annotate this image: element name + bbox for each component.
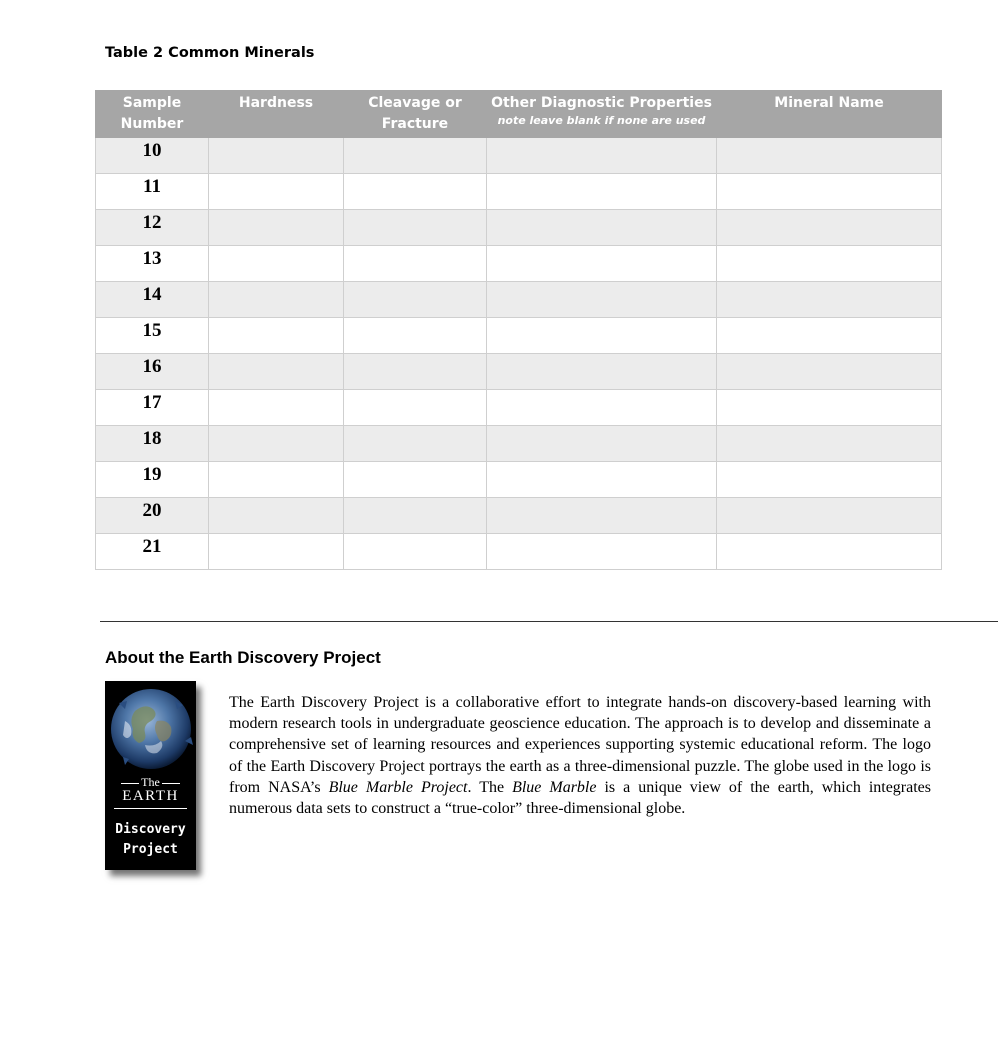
- column-header: [96, 91, 209, 138]
- cleavage-cell[interactable]: [344, 498, 487, 534]
- paragraph-text: is a unique view of the earth, which integrates numerous data sets to construct a “true-color” three-dimensional globe.: [229, 778, 932, 818]
- column-header-label: Other Diagnostic Properties: [491, 95, 712, 111]
- other-cell[interactable]: [487, 534, 717, 570]
- hardness-cell[interactable]: [209, 282, 344, 318]
- sample-number-cell: 17: [96, 390, 209, 426]
- table-row: [96, 462, 942, 498]
- cleavage-cell[interactable]: [344, 426, 487, 462]
- table-title: Table 2 Common Minerals: [105, 45, 315, 61]
- hardness-cell[interactable]: [209, 426, 344, 462]
- mineral-cell[interactable]: [717, 138, 942, 174]
- logo-project-text: Project: [123, 842, 178, 857]
- other-cell[interactable]: [487, 174, 717, 210]
- mineral-cell[interactable]: [717, 462, 942, 498]
- hardness-cell[interactable]: [209, 498, 344, 534]
- cleavage-cell[interactable]: [344, 318, 487, 354]
- cleavage-cell[interactable]: [344, 390, 487, 426]
- column-header-note: note leave blank if none are used: [497, 114, 706, 127]
- other-cell[interactable]: [487, 498, 717, 534]
- hardness-cell[interactable]: [209, 210, 344, 246]
- other-cell[interactable]: [487, 354, 717, 390]
- other-cell[interactable]: [487, 246, 717, 282]
- table-row: [96, 318, 942, 354]
- other-cell[interactable]: [487, 210, 717, 246]
- other-cell[interactable]: [487, 390, 717, 426]
- cleavage-cell[interactable]: [344, 534, 487, 570]
- hardness-cell[interactable]: [209, 174, 344, 210]
- sample-number-cell: 20: [96, 498, 209, 534]
- logo-discovery-text: Discovery: [115, 822, 186, 837]
- cleavage-cell[interactable]: [344, 210, 487, 246]
- table-body: [96, 138, 942, 570]
- table-row: [96, 498, 942, 534]
- cleavage-cell[interactable]: [344, 282, 487, 318]
- mineral-cell[interactable]: [717, 390, 942, 426]
- column-header: [717, 91, 942, 138]
- cleavage-cell[interactable]: [344, 174, 487, 210]
- cleavage-cell[interactable]: [344, 354, 487, 390]
- cleavage-cell[interactable]: [344, 138, 487, 174]
- italic-title-text: Blue Marble: [512, 778, 597, 796]
- hardness-cell[interactable]: [209, 462, 344, 498]
- mineral-cell[interactable]: [717, 534, 942, 570]
- table-row: [96, 138, 942, 174]
- globe-icon: [105, 681, 196, 773]
- column-header-label: Cleavage or Fracture: [368, 95, 462, 132]
- table-row: [96, 354, 942, 390]
- cleavage-cell[interactable]: [344, 462, 487, 498]
- sample-number-cell: 10: [96, 138, 209, 174]
- hardness-cell[interactable]: [209, 354, 344, 390]
- table-row: [96, 282, 942, 318]
- cleavage-cell[interactable]: [344, 246, 487, 282]
- sample-number-cell: 12: [96, 210, 209, 246]
- column-header-label: Sample Number: [120, 95, 184, 132]
- italic-title-text: Blue Marble Project: [328, 778, 468, 796]
- hardness-cell[interactable]: [209, 318, 344, 354]
- sample-number-cell: 21: [96, 534, 209, 570]
- other-cell[interactable]: [487, 138, 717, 174]
- logo-the-text: The: [105, 775, 196, 790]
- table-row: [96, 174, 942, 210]
- sample-number-cell: 19: [96, 462, 209, 498]
- mineral-cell[interactable]: [717, 282, 942, 318]
- table-row: [96, 210, 942, 246]
- section-divider: [100, 621, 998, 622]
- table-row: [96, 390, 942, 426]
- table-row: [96, 426, 942, 462]
- hardness-cell[interactable]: [209, 138, 344, 174]
- other-cell[interactable]: [487, 318, 717, 354]
- table-row: [96, 534, 942, 570]
- sample-number-cell: 13: [96, 246, 209, 282]
- logo-rule: [114, 808, 187, 809]
- mineral-cell[interactable]: [717, 426, 942, 462]
- other-cell[interactable]: [487, 426, 717, 462]
- mineral-cell[interactable]: [717, 354, 942, 390]
- earth-discovery-logo: [105, 681, 196, 870]
- hardness-cell[interactable]: [209, 390, 344, 426]
- sample-number-cell: 16: [96, 354, 209, 390]
- column-header: [344, 91, 487, 138]
- mineral-cell[interactable]: [717, 210, 942, 246]
- about-title: About the Earth Discovery Project: [105, 648, 381, 667]
- column-header: [487, 91, 717, 138]
- logo-earth-text: EARTH: [122, 788, 179, 804]
- hardness-cell[interactable]: [209, 246, 344, 282]
- paragraph-text: . The: [467, 778, 513, 796]
- column-header: [209, 91, 344, 138]
- column-header-label: Hardness: [238, 95, 314, 111]
- sample-number-cell: 14: [96, 282, 209, 318]
- mineral-cell[interactable]: [717, 498, 942, 534]
- sample-number-cell: 15: [96, 318, 209, 354]
- sample-number-cell: 11: [96, 174, 209, 210]
- minerals-table: [95, 90, 942, 570]
- mineral-cell[interactable]: [717, 174, 942, 210]
- other-cell[interactable]: [487, 282, 717, 318]
- other-cell[interactable]: [487, 462, 717, 498]
- column-header-label: Mineral Name: [774, 95, 884, 111]
- table-row: [96, 246, 942, 282]
- table-header-row: [96, 91, 942, 138]
- about-paragraph: [229, 692, 931, 819]
- paragraph-text: The Earth Discovery Project is a collaborative effort to integrate hands-on discovery-based learning with modern research tools in undergraduate geoscience education. The approach is to develop and disseminate a comprehensive set of learning resources and experiences supporting systemic educational reform. The logo of the Earth Discovery Project portrays the earth as a three-dimensional puzzle. The globe used in the logo is from NASA’s: [229, 694, 931, 796]
- sample-number-cell: 18: [96, 426, 209, 462]
- mineral-cell[interactable]: [717, 246, 942, 282]
- hardness-cell[interactable]: [209, 534, 344, 570]
- mineral-cell[interactable]: [717, 318, 942, 354]
